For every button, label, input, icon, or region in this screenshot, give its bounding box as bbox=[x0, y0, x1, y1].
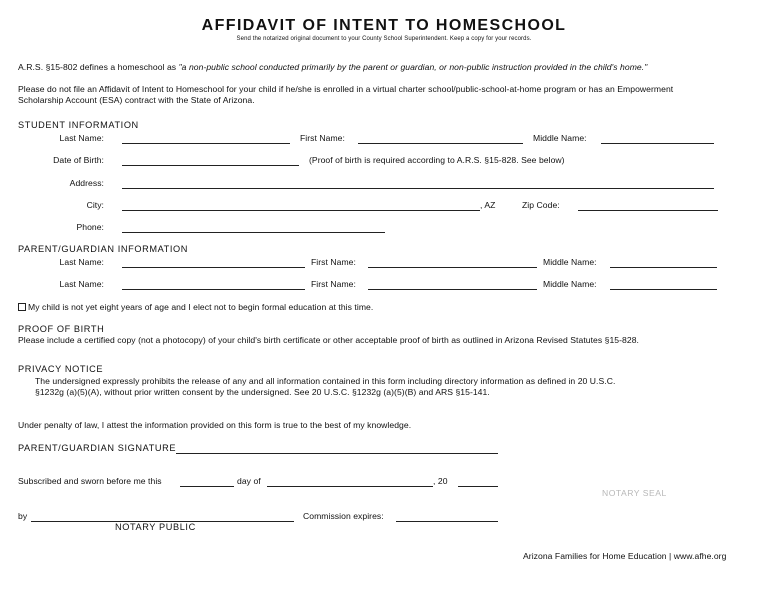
student-heading: STUDENT INFORMATION bbox=[18, 120, 139, 130]
sworn-month-field[interactable] bbox=[267, 486, 433, 487]
student-address-label: Address: bbox=[69, 178, 104, 188]
student-phone-field[interactable] bbox=[122, 232, 385, 233]
student-first-name-label: First Name: bbox=[300, 133, 345, 143]
ars-quote: "a non-public school conducted primarily by the parent or guardian, or non-public instruction provided in the child's home." bbox=[178, 62, 648, 72]
parent1-middle-name-label: Middle Name: bbox=[543, 257, 597, 267]
age-election-row bbox=[18, 302, 373, 312]
parent2-last-name-label: Last Name: bbox=[59, 279, 104, 289]
sworn-prefix: Subscribed and sworn before me this bbox=[18, 476, 162, 486]
notary-seal: NOTARY SEAL bbox=[602, 488, 667, 498]
student-zip-field[interactable] bbox=[578, 210, 718, 211]
student-dob-label: Date of Birth: bbox=[53, 155, 104, 165]
notary-public-label: NOTARY PUBLIC bbox=[115, 522, 196, 532]
parent1-first-name-label: First Name: bbox=[311, 257, 356, 267]
parent2-first-name-label: First Name: bbox=[311, 279, 356, 289]
student-dob-field[interactable] bbox=[122, 165, 299, 166]
sworn-day-of: day of bbox=[237, 476, 261, 486]
student-last-name-field[interactable] bbox=[122, 143, 290, 144]
privacy-heading: PRIVACY NOTICE bbox=[18, 364, 104, 374]
parent2-last-name-field[interactable] bbox=[122, 289, 305, 290]
page-title: AFFIDAVIT OF INTENT TO HOMESCHOOL bbox=[201, 17, 567, 34]
sworn-day-field[interactable] bbox=[180, 486, 234, 487]
proof-heading: PROOF OF BIRTH bbox=[18, 324, 105, 334]
notice-line-1: Please do not file an Affidavit of Intent to Homeschool for your child if he/she is enrolled in a virtual charter school/public-school-at-home program or has an Empowerment bbox=[18, 84, 674, 94]
parent1-first-name-field[interactable] bbox=[368, 267, 537, 268]
age-election-label: My child is not yet eight years of age and I elect not to begin formal education at this time. bbox=[28, 302, 374, 312]
notice-line-2: Scholarship Account (ESA) contract with the State of Arizona. bbox=[18, 95, 255, 105]
student-middle-name-label: Middle Name: bbox=[533, 133, 587, 143]
student-zip-label: Zip Code: bbox=[522, 200, 560, 210]
parent1-last-name-label: Last Name: bbox=[59, 257, 104, 267]
signature-label: PARENT/GUARDIAN SIGNATURE bbox=[18, 443, 177, 453]
student-city-field[interactable] bbox=[122, 210, 480, 211]
parent-heading: PARENT/GUARDIAN INFORMATION bbox=[18, 244, 189, 254]
commission-label: Commission expires: bbox=[303, 511, 384, 521]
age-election-checkbox[interactable] bbox=[18, 303, 26, 311]
commission-expires-field[interactable] bbox=[396, 521, 498, 522]
by-label: by bbox=[18, 511, 28, 521]
student-last-name-label: Last Name: bbox=[59, 133, 104, 143]
student-state: , AZ bbox=[480, 200, 496, 210]
parent2-middle-name-field[interactable] bbox=[610, 289, 717, 290]
page-subtitle: Send the notarized original document to your County School Superintendent. Keep a copy for your records. bbox=[236, 36, 532, 42]
parent1-middle-name-field[interactable] bbox=[610, 267, 717, 268]
footer-credit: Arizona Families for Home Education | www.afhe.org bbox=[523, 551, 727, 561]
student-first-name-field[interactable] bbox=[358, 143, 523, 144]
privacy-line-1: The undersigned expressly prohibits the release of any and all information contained in this form including directory information as defined in 20 U.S.C. bbox=[35, 376, 616, 386]
privacy-line-2: §1232g (a)(5)(A), without prior written consent by the undersigned. See 20 U.S.C. §1232g (a)(5)(B) and ARS §15-141. bbox=[35, 387, 490, 397]
parent1-last-name-field[interactable] bbox=[122, 267, 305, 268]
student-middle-name-field[interactable] bbox=[601, 143, 714, 144]
proof-text: Please include a certified copy (not a photocopy) of your child's birth certificate or other acceptable proof of birth as outlined in Arizona Revised Statutes §15-828. bbox=[18, 335, 639, 345]
parent2-first-name-field[interactable] bbox=[368, 289, 537, 290]
signature-field[interactable] bbox=[176, 453, 498, 454]
parent2-middle-name-label: Middle Name: bbox=[543, 279, 597, 289]
sworn-year-prefix: , 20 bbox=[433, 476, 448, 486]
student-city-label: City: bbox=[86, 200, 104, 210]
student-phone-label: Phone: bbox=[76, 222, 104, 232]
student-dob-note: (Proof of birth is required according to A.R.S. §15-828. See below) bbox=[309, 155, 565, 165]
ars-definition bbox=[18, 62, 647, 72]
student-address-field[interactable] bbox=[122, 188, 714, 189]
sworn-year-field[interactable] bbox=[458, 486, 498, 487]
ars-intro: A.R.S. §15-802 defines a homeschool as bbox=[18, 62, 177, 72]
penalty-statement: Under penalty of law, I attest the information provided on this form is true to the best of my knowledge. bbox=[18, 420, 412, 430]
